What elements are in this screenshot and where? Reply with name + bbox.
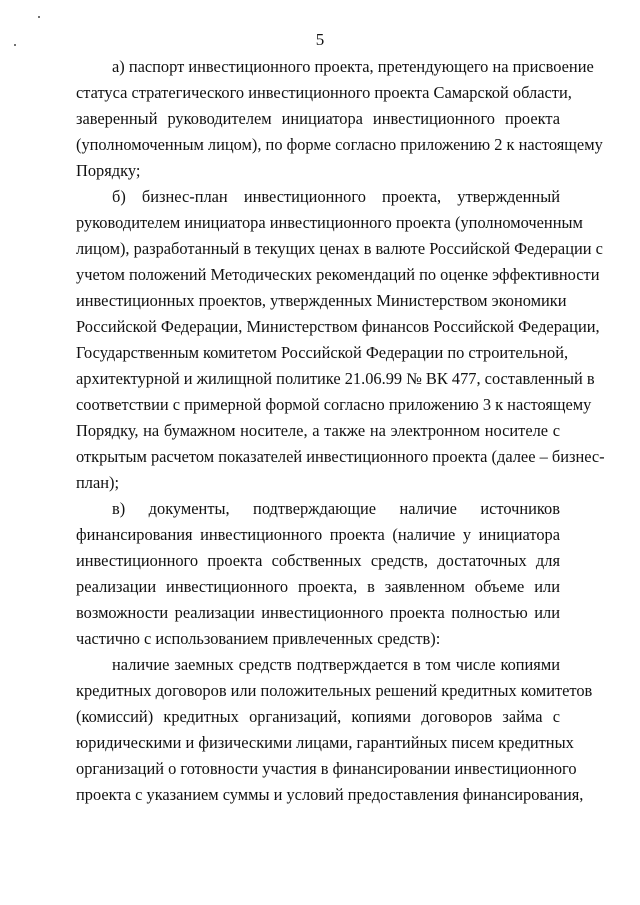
text-line: открытым расчетом показателей инвестиционного проекта (далее – бизнес- [76, 447, 605, 466]
text-line: проекта с указанием суммы и условий предоставления финансирования, [76, 785, 584, 804]
text-line: Российской Федерации, Министерством финансов Российской Федерации, [76, 317, 600, 336]
text-line: статуса стратегического инвестиционного проекта Самарской области, [76, 83, 572, 102]
page-number: 5 [315, 30, 325, 49]
scan-speck [38, 16, 40, 18]
text-line: инвестиционного проекта собственных средств, достаточных для [76, 551, 560, 570]
text-line: (комиссий) кредитных организаций, копиями договоров займа с [76, 707, 560, 726]
text-line: руководителем инициатора инвестиционного проекта (уполномоченным [76, 213, 583, 232]
text-line: (уполномоченным лицом), по форме согласно приложению 2 к настоящему [76, 135, 603, 154]
text-line: архитектурной и жилищной политике 21.06.99 № ВК 477, составленный в [76, 369, 595, 388]
text-line: Порядку; [76, 161, 141, 180]
text-line: наличие заемных средств подтверждается в том числе копиями [112, 655, 560, 674]
text-line: инвестиционных проектов, утвержденных Министерством экономики [76, 291, 567, 310]
text-line: а) паспорт инвестиционного проекта, претендующего на присвоение [112, 57, 594, 76]
text-line: лицом), разработанный в текущих ценах в валюте Российской Федерации с [76, 239, 603, 258]
text-line: кредитных договоров или положительных решений кредитных комитетов [76, 681, 593, 700]
text-line: частично с использованием привлеченных средств): [76, 629, 441, 648]
text-line: план); [76, 473, 120, 492]
text-line: возможности реализации инвестиционного проекта полностью или [76, 603, 560, 622]
text-line: реализации инвестиционного проекта, в заявленном объеме или [76, 577, 560, 596]
text-line: б) бизнес-план инвестиционного проекта, утвержденный [112, 187, 560, 206]
text-line: Государственным комитетом Российской Федерации по строительной, [76, 343, 569, 362]
text-line: Порядку, на бумажном носителе, а также на электронном носителе с [76, 421, 560, 440]
text-line: в) документы, подтверждающие наличие источников [112, 499, 560, 518]
text-line: юридическими и физическими лицами, гарантийных писем кредитных [76, 733, 574, 752]
text-line: учетом положений Методических рекомендаций по оценке эффективности [76, 265, 600, 284]
text-line: соответствии с примерной формой согласно приложению 3 к настоящему [76, 395, 592, 414]
text-line: заверенный руководителем инициатора инвестиционного проекта [76, 109, 560, 128]
text-line: финансирования инвестиционного проекта (наличие у инициатора [76, 525, 560, 544]
text-line: организаций о готовности участия в финансировании инвестиционного [76, 759, 577, 778]
